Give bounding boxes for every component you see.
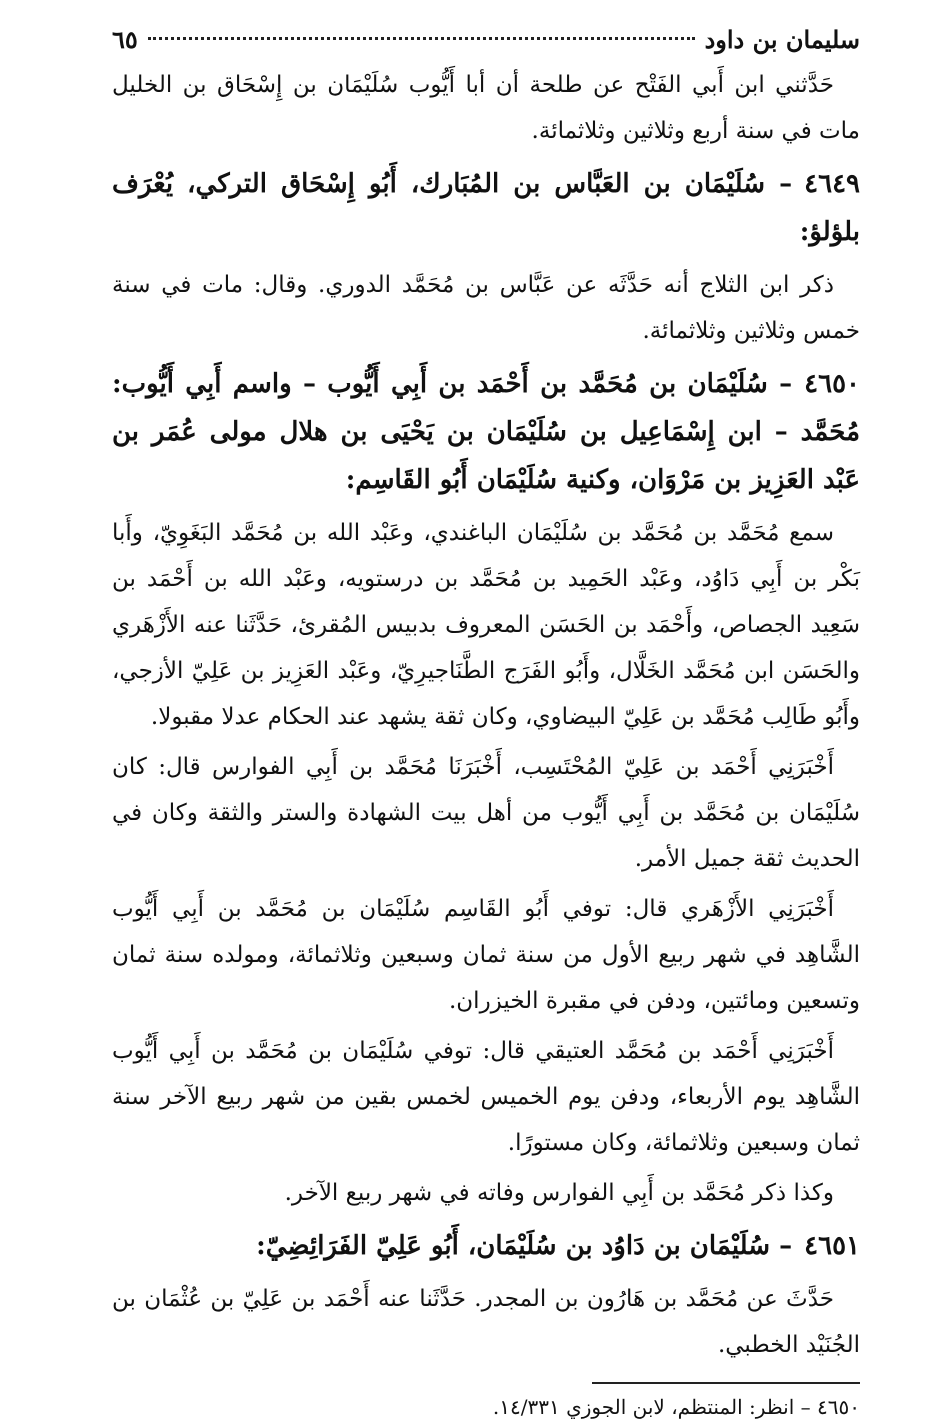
paragraph: سمع مُحَمَّد بن مُحَمَّد بن سُلَيْمَان الباغندي، وعَبْد الله بن مُحَمَّد البَغَوِيّ، وأَبا بَكْر بن أَبِي دَاوُد، وعَبْد الحَمِيد بن مُحَمَّد بن درستويه، وعَبْد الله بن أَحْمَد بن سَعِيد الجصاص، وأَحْمَد بن الحَسَن المعروف بدبيس المُقرئ، حَدَّثَنا عنه الأَزْهَري والحَسَن ابن مُحَمَّد الخَلَّال، وأَبُو الفَرَج الطَّنَاجيرِيّ، وعَبْد العَزِيز بن عَلِيّ الأزجي، وأَبُو طَالِب مُحَمَّد بن عَلِيّ البيضاوي، وكان ثقة يشهد عند الحكام عدلا مقبولا.: [112, 520, 860, 730]
paragraph: حَدَّثني ابن أَبي الفَتْح عن طلحة أن أبا أَيُّوب سُلَيْمَان بن إِسْحَاق بن الخليل مات في سنة أربع وثلاثين وثلاثمائة.: [112, 72, 860, 144]
footnote-divider: [592, 1382, 860, 1384]
paragraph: وكذا ذكر مُحَمَّد بن أَبِي الفوارس وفاته في شهر ربيع الآخر.: [284, 1180, 834, 1206]
paragraph: حَدَّثَ عن مُحَمَّد بن هَارُون بن المجدر. حَدَّثَنا عنه أَحْمَد بن عَلِيّ بن عُثْمَان بن الجُنَيْد الخطبي.: [112, 1286, 860, 1358]
running-title: سليمان بن داود: [704, 25, 860, 54]
entry-number: ٤٦٤٩: [804, 169, 860, 199]
entry-number: ٤٦٥١: [804, 1231, 860, 1261]
entry-heading: [112, 1222, 860, 1270]
entry-heading: [112, 160, 860, 256]
footnote: ٤٦٥٠ – انظر: المنتظم، لابن الجوزي ١٤/٣٣١.: [492, 1395, 860, 1419]
paragraph: أَخْبَرَنِي الأَزْهَري قال: توفي أَبُو القَاسِم سُلَيْمَان بن مُحَمَّد بن أَبِي أَيُّوب الشَّاهِد في شهر ربيع الأول من سنة ثمان وسبعين وثلاثمائة، ومولده سنة ثمان وتسعين ومائتين، ودفن في مقبرة الخيزران.: [112, 896, 860, 1014]
entry-title: – سُلَيْمَان بن مُحَمَّد بن أَحْمَد بن أَبِي أَيُّوب – واسم أَبِي أَيُّوب: مُحَمَّد – ابن إِسْمَاعِيل بن سُلَيْمَان بن يَحْيَى بن هلال مولى عُمَر بن عَبْد العَزِيز بن مَرْوَان، وكنية سُلَيْمَان أَبُو القَاسِم:: [112, 369, 860, 495]
entry-title: – سُلَيْمَان بن العَبَّاس بن المُبَارك، أَبُو إِسْحَاق التركي، يُعْرَف بلؤلؤ:: [112, 169, 860, 247]
paragraph: أَخْبَرَنِي أَحْمَد بن مُحَمَّد العتيقي قال: توفي سُلَيْمَان بن مُحَمَّد بن أَبِي أَيُّوب الشَّاهِد يوم الأربعاء، ودفن يوم الخميس لخمس بقين من شهر ربيع الآخر سنة ثمان وسبعين وثلاثمائة، وكان مستورًا.: [112, 1038, 860, 1156]
entry-title: – سُلَيْمَان بن دَاوُد بن سُلَيْمَان، أَبُو عَلِيّ الفَرَائِضِيّ:: [256, 1231, 793, 1261]
page-number: ٦٥: [112, 25, 138, 54]
entry-number: ٤٦٥٠: [804, 369, 860, 399]
leader-dots: [148, 37, 695, 40]
entry-heading: [112, 360, 860, 504]
paragraph: ذكر ابن الثلاج أنه حَدَّثَه عن عَبَّاس بن مُحَمَّد الدوري. وقال: مات في سنة خمس وثلاثين وثلاثمائة.: [112, 272, 860, 344]
paragraph: أَخْبَرَنِي أَحْمَد بن عَلِيّ المُحْتَسِب، أَخْبَرَنَا مُحَمَّد بن أَبِي الفوارس قال: كان سُلَيْمَان بن مُحَمَّد بن أَبِي أَيُّوب من أهل بيت الشهادة والستر والثقة وكان في الحديث ثقة جميل الأمر.: [112, 754, 860, 872]
running-head: [112, 18, 860, 62]
